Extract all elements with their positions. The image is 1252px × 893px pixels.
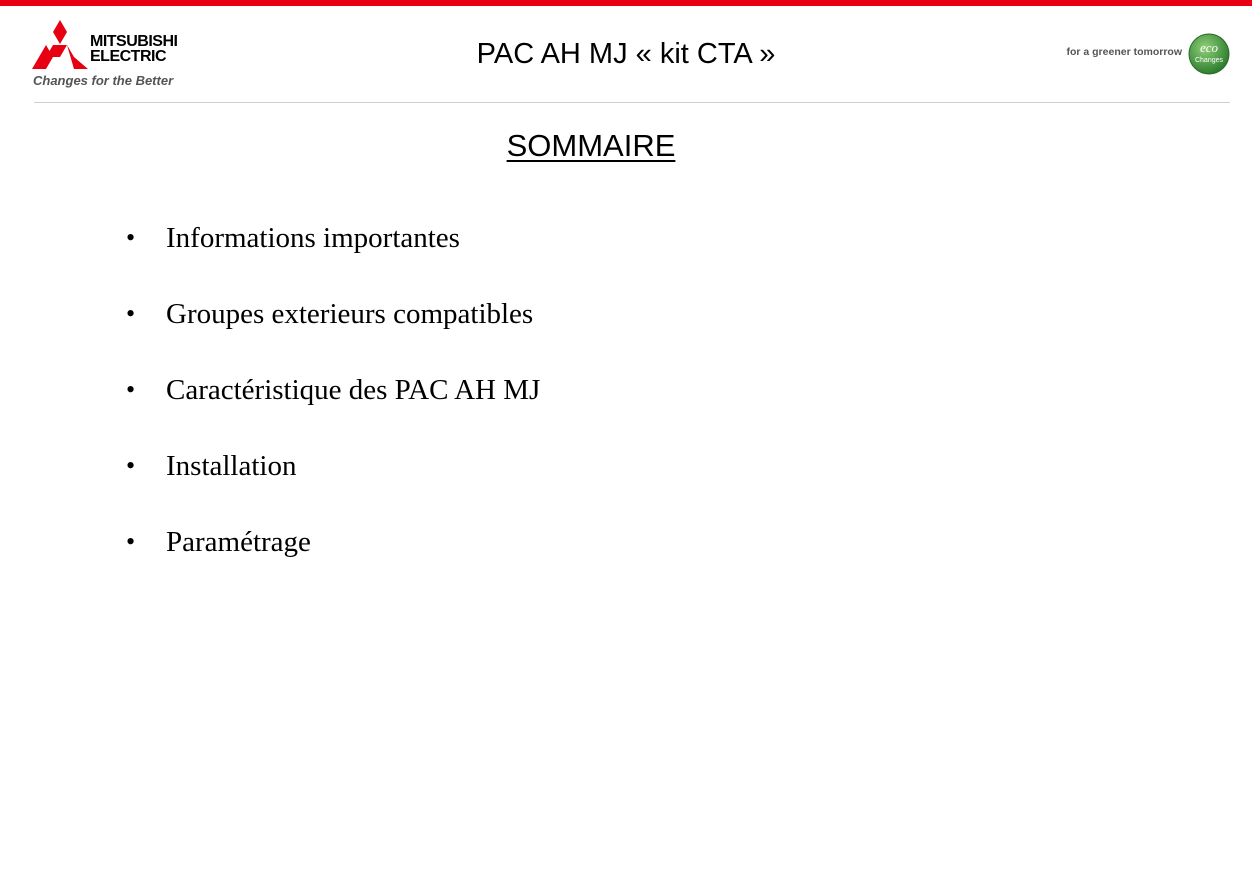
eco-changes-logo [1066,32,1230,76]
bullet-icon: • [126,299,136,328]
top-red-bar [0,0,1252,6]
agenda-item [120,218,540,294]
agenda-item [120,294,540,370]
agenda-item-label: Installation [166,450,297,482]
agenda-item [120,522,540,598]
agenda-item-label: Caractéristique des PAC AH MJ [166,374,541,406]
brand-tagline: Changes for the Better [33,73,174,88]
section-heading: SOMMAIRE [506,128,676,163]
header-divider [34,102,1230,103]
bullet-icon: • [126,375,136,404]
agenda-item-label: Paramétrage [166,526,311,558]
agenda-item-label: Groupes exterieurs compatibles [166,298,534,330]
eco-slogan: for a greener tomorrow [1066,46,1182,58]
bullet-icon: • [126,451,136,480]
agenda-item-label: Informations importantes [166,222,460,254]
eco-changes-badge-icon [1188,33,1230,75]
slide-title: PAC AH MJ « kit CTA » [476,38,776,70]
brand-line-1: MITSUBISHI [90,33,178,50]
agenda-item [120,446,540,522]
bullet-icon: • [126,223,136,252]
eco-badge-word: eco [1199,40,1219,55]
agenda-list [120,218,540,598]
bullet-icon: • [126,527,136,556]
brand-line-2: ELECTRIC [90,48,166,65]
agenda-item [120,370,540,446]
eco-badge-changes: Changes [1194,57,1224,64]
